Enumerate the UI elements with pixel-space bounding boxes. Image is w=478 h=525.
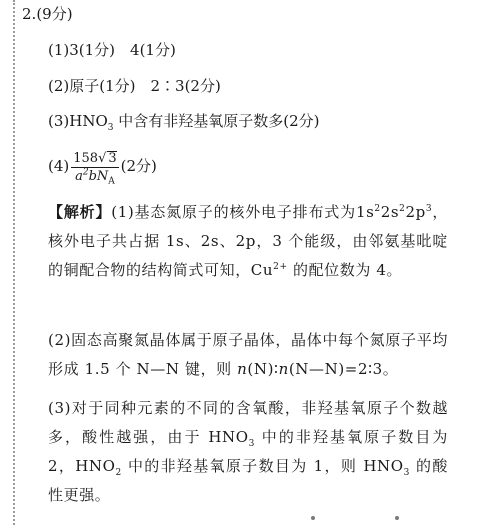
sqrt-symbol: √ xyxy=(98,150,107,166)
question-number: 2. xyxy=(22,5,37,23)
analysis-label: 【解析】 xyxy=(48,203,112,221)
margin-dotted-rule xyxy=(13,0,15,525)
analysis-paragraph-2: (2)固态高聚氮晶体属于原子晶体，晶体中每个氮原子平均形成 1.5 个 N—N 键，则 n(N)∶n(N—N)=2∶3。 xyxy=(48,331,448,378)
question-heading xyxy=(22,4,73,24)
answer-part-2: (2)原子(1分) 2∶3(2分) xyxy=(48,77,221,95)
scan-dot-mark xyxy=(395,516,399,520)
analysis-paragraph-3: (3)对于同种元素的不同的含氧酸，非羟基氧原子个数越多，酸性越强，由于 $HNO_3$ 中的非羟基氧原子数目为 2，$HNO_2$ 中的非羟基氧原子数目为 1，则 $HNO_3$ 的酸性更强。 xyxy=(48,399,448,504)
analysis-paragraph-1: 【解析】(1)基态氮原子的核外电子排布式为$1s^22s^22p^3$，核外电子共占据 1s、2s、2p，3 个能级，由邻氨基吡啶的铜配合物的结构简式可知，$Cu^{2+}$ 的配位数为 4。 xyxy=(48,203,449,279)
answer-part-3: $(3)HNO_3$ 中含有非羟基氧原子数多(2分) xyxy=(48,112,320,133)
answer-part-4: (4) $\frac{158√ 3}{a^2bN_A}$ (2分) xyxy=(48,150,157,187)
fraction-expression: $\frac{158√ 3}{a^2bN_A}$ xyxy=(73,150,117,187)
answer-part-1: (1)3(1分) 4(1分) xyxy=(48,41,176,59)
scan-dot-mark xyxy=(311,516,315,520)
question-score: (9分) xyxy=(36,5,73,23)
